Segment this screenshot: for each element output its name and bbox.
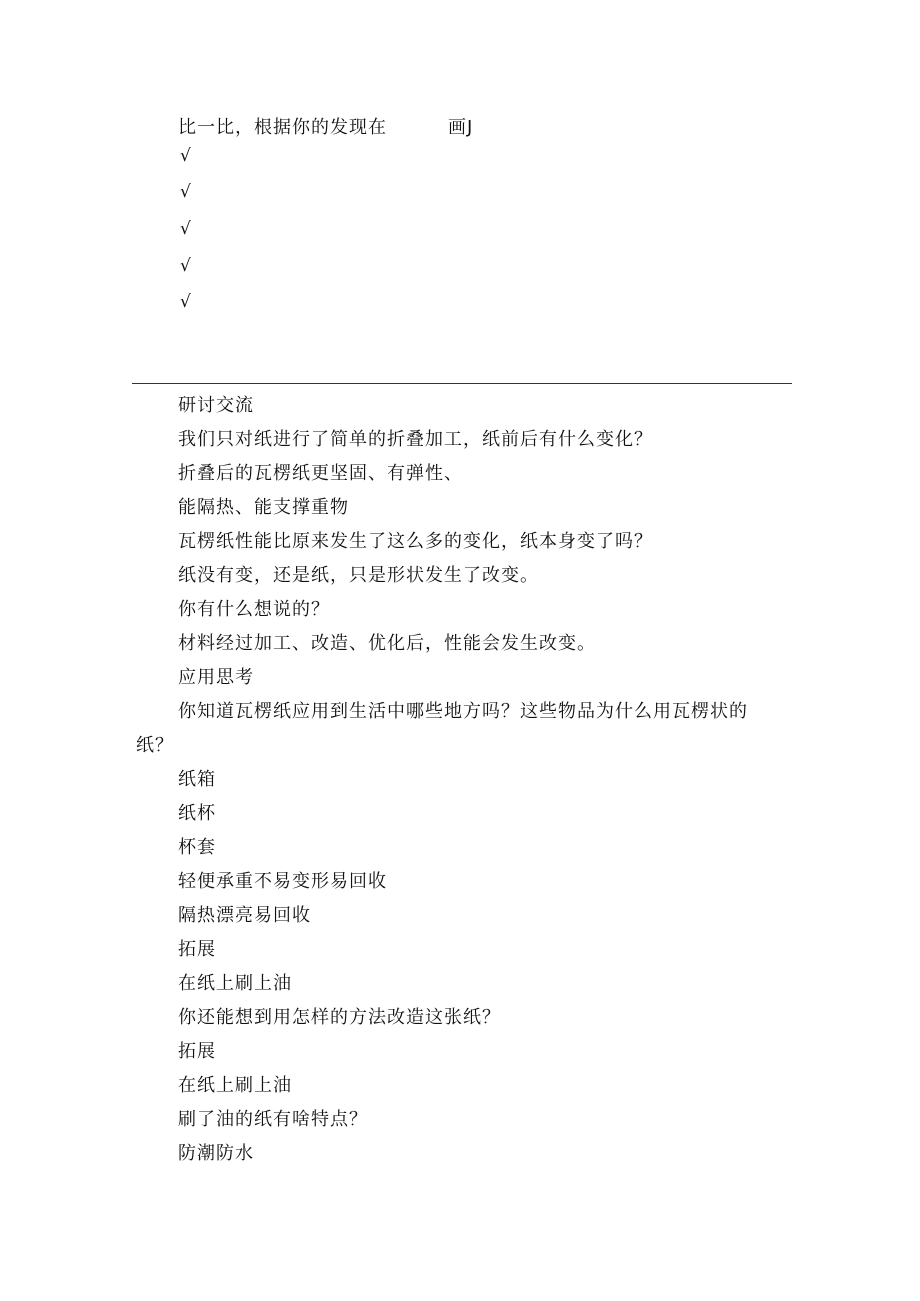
application-question-line-1: 你知道瓦楞纸应用到生活中哪些地方吗？这些物品为什么用瓦楞状的 [178,701,748,722]
discussion-answer-1-line-2: 能隔热、能支撑重物 [178,497,349,518]
discussion-question-1: 我们只对纸进行了简单的折叠加工，纸前后有什么变化？ [178,429,653,450]
application-heading: 应用思考 [178,667,254,688]
application-reason-2: 隔热漂亮易回收 [178,905,311,926]
comparison-prompt-end: 画J [448,117,474,138]
comparison-prompt: 比一比，根据你的发现在 [178,117,387,138]
extension-heading-2: 拓展 [178,1041,216,1062]
application-question-line-2: 纸？ [136,735,174,756]
discussion-answer-3: 材料经过加工、改造、优化后，性能会发生改变。 [178,633,596,654]
discussion-answer-2: 纸没有变，还是纸，只是形状发生了改变。 [178,565,539,586]
extension-heading-1: 拓展 [178,939,216,960]
checkmark-2: √ [180,182,191,202]
application-item-sleeve: 杯套 [178,837,216,858]
checkmark-4: √ [180,256,191,276]
discussion-answer-1-line-1: 折叠后的瓦楞纸更坚固、有弹性、 [178,463,463,484]
discussion-heading: 研讨交流 [178,395,254,416]
extension-text-2: 在纸上刷上油 [178,1075,292,1096]
section-divider [132,383,792,384]
extension-text-1: 在纸上刷上油 [178,973,292,994]
discussion-question-2: 瓦楞纸性能比原来发生了这么多的变化，纸本身变了吗？ [178,531,653,552]
checkmark-3: √ [180,219,191,239]
application-reason-1: 轻便承重不易变形易回收 [178,871,387,892]
checkmark-5: √ [180,292,191,312]
application-item-cup: 纸杯 [178,803,216,824]
extension-question-2: 刷了油的纸有啥特点？ [178,1109,368,1130]
application-item-box: 纸箱 [178,769,216,790]
checkmark-1: √ [180,146,191,166]
extension-answer-2: 防潮防水 [178,1143,254,1164]
extension-question: 你还能想到用怎样的方法改造这张纸？ [178,1007,501,1028]
discussion-question-3: 你有什么想说的？ [178,599,330,620]
